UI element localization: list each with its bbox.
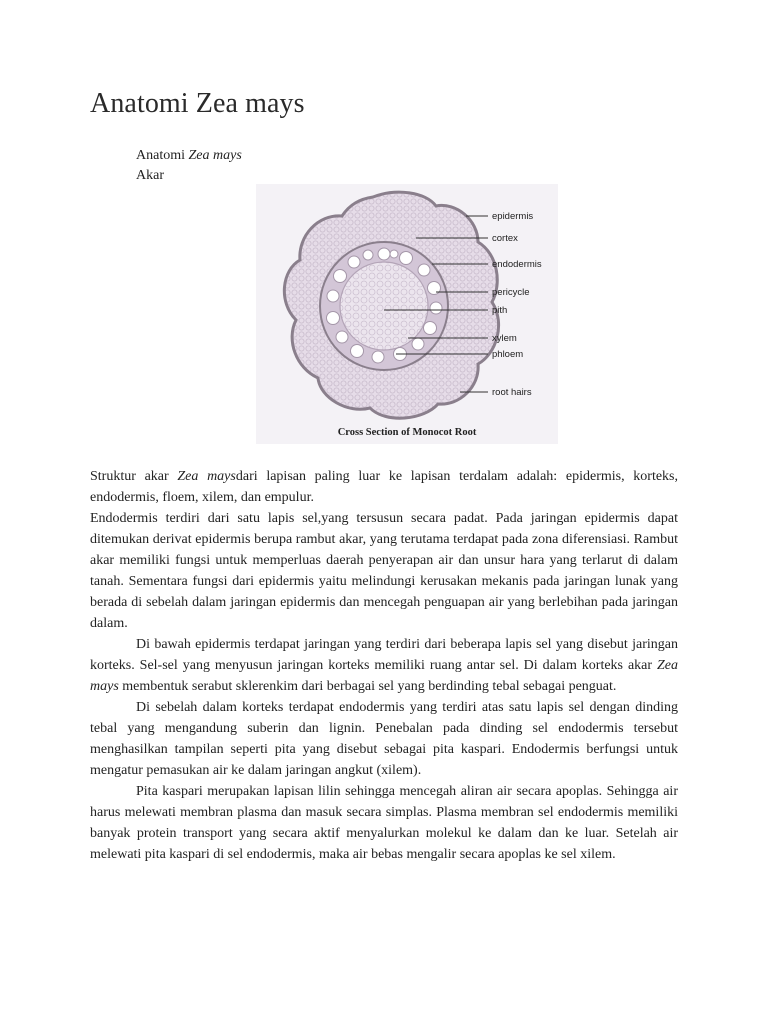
paragraph-3-species: Zea mays (90, 658, 678, 694)
paragraph-1 (90, 466, 678, 508)
paragraph-3-text-cont: membentuk serabut sklerenkim dari berbagai sel yang berdinding tebal sebagai penguat. (118, 679, 617, 694)
paragraph-2: Endodermis terdiri dari satu lapis sel,yang tersusun secara padat. Pada jaringan epidermis dapat ditemukan derivat epidermis berupa rambut akar, yang terutama terdapat pada zona diferensiasi. Rambut akar memiliki fungsi untuk memperluas daerah penyerapan air dan unsur hara yang terlarut di dalam tanah. Sementara fungsi dari epidermis yaitu melindungi kerusakan mekanis pada jaringan lunak yang berada di sebelah dalam jaringan epidermis dan mencegah penguapan air yang berlebihan pada jaringan dalam. (90, 511, 678, 631)
document-title: Anatomi Zea mays (90, 88, 305, 119)
label-pith: pith (492, 305, 508, 316)
paragraph-5: Pita kaspari merupakan lapisan lilin sehingga mencegah aliran air secara apoplas. Sehingga air harus melewati membran plasma dan masuk secara simplas. Plasma membran sel endodermis memiliki banyak protein transport yang secara aktif menyalurkan molekul ke dalam dan ke luar. Setelah air melewati pita kaspari di sel endodermis, maka air bebas mengalir secara apoplas ke sel xilem. (90, 784, 678, 862)
paragraph-1-species: Zea mays (177, 469, 236, 484)
label-xylem: xylem (492, 333, 517, 344)
figure-caption: Cross Section of Monocot Root (337, 427, 477, 438)
label-pericycle: pericycle (492, 287, 530, 298)
paragraph-3-text: Di bawah epidermis terdapat jaringan yang terdiri dari beberapa lapis sel yang disebut jaringan korteks. Sel-sel yang menyusun jaringan korteks memiliki ruang antar sel. Di dalam korteks akar (90, 637, 678, 673)
paragraph-3 (90, 634, 678, 697)
label-root-hairs: root hairs (492, 387, 532, 398)
pith-region (340, 262, 428, 350)
subheading (136, 146, 242, 166)
label-cortex: cortex (492, 233, 518, 244)
paragraph-1-text-cont: dari lapisan paling luar ke lapisan terdalam adalah: epidermis, korteks, endodermis, floem, xilem, dan empulur. (90, 469, 678, 505)
label-phloem: phloem (492, 349, 524, 360)
label-epidermis: epidermis (492, 211, 534, 222)
subheading-species: Zea mays (188, 148, 242, 163)
paragraph-1-text: Struktur akar (90, 469, 178, 484)
article-body (90, 466, 678, 865)
root-diagram (256, 184, 558, 444)
label-endodermis: endodermis (492, 259, 542, 270)
root-cross-section-figure (256, 184, 558, 444)
section-heading: Akar (136, 168, 164, 183)
paragraph-4: Di sebelah dalam korteks terdapat endodermis yang terdiri atas satu lapis sel dengan dinding tebal yang mengandung suberin dan lignin. Penebalan pada dinding sel endodermis tersebut menghasilkan tampilan seperti pita yang disebut sebagai pita kaspari. Endodermis berfungsi untuk mengatur pemasukan air ke dalam jaringan angkut (xilem). (90, 700, 678, 778)
subheading-prefix: Anatomi (136, 148, 189, 163)
